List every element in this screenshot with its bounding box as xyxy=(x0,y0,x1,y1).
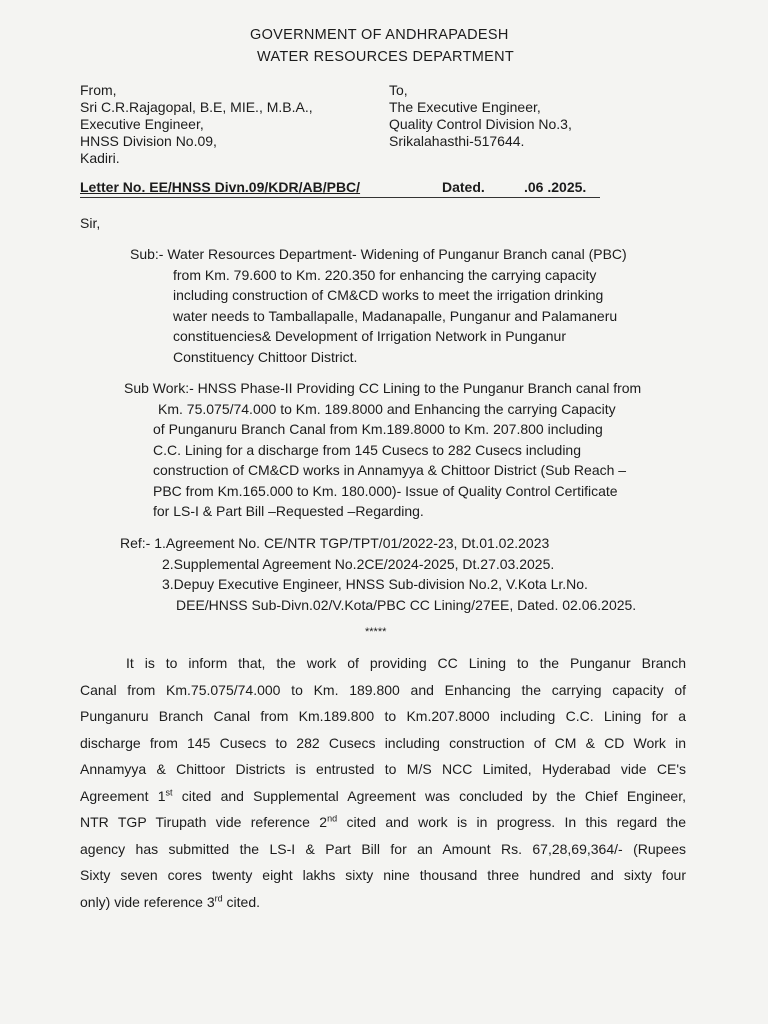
subwork-line: Sub Work:- HNSS Phase-II Providing CC Lining to the Punganur Branch canal from xyxy=(124,380,642,396)
separator-stars: ***** xyxy=(365,626,387,638)
subject-line: constituencies& Development of Irrigation Network in Punganur xyxy=(173,328,566,344)
from-designation: Executive Engineer, xyxy=(80,116,204,132)
subject-block xyxy=(130,244,627,367)
subwork-line: PBC from Km.165.000 to Km. 180.000)- Issue of Quality Control Certificate xyxy=(153,482,618,499)
header-department: WATER RESOURCES DEPARTMENT xyxy=(257,49,515,65)
salutation: Sir, xyxy=(80,215,101,231)
letter-underline xyxy=(80,197,600,198)
to-designation: The Executive Engineer, xyxy=(389,99,541,115)
subject-line: including construction of CM&CD works to meet the irrigation drinking xyxy=(173,287,604,303)
body-line: discharge from 145 Cusecs to 282 Cusecs including construction of CM & CD Work in xyxy=(80,734,686,751)
from-place: Kadiri. xyxy=(80,150,120,166)
body-paragraph xyxy=(80,650,686,915)
body-line xyxy=(80,889,686,916)
reference-line: DEE/HNSS Sub-Divn.02/V.Kota/PBC CC Lining/27EE, Dated. 02.06.2025. xyxy=(176,596,637,613)
body-line xyxy=(80,809,686,836)
dated-value: .06 .2025. xyxy=(524,179,587,195)
subwork-line: C.C. Lining for a discharge from 145 Cusecs to 282 Cusecs including xyxy=(153,441,581,458)
from-block xyxy=(80,82,313,167)
body-line: agency has submitted the LS-I & Part Bill for an Amount Rs. 67,28,69,364/- (Rupees xyxy=(80,840,686,857)
dated-label: Dated. xyxy=(442,179,485,195)
reference-line: 3.Depuy Executive Engineer, HNSS Sub-division No.2, V.Kota Lr.No. xyxy=(162,576,588,592)
subwork-line: construction of CM&CD works in Annamyya & Chittoor District (Sub Reach – xyxy=(153,462,627,478)
from-division: HNSS Division No.09, xyxy=(80,133,217,149)
body-line xyxy=(80,783,686,810)
ordinal-suffix: st xyxy=(165,786,173,797)
to-label: To, xyxy=(389,82,408,98)
subwork-line: for LS-I & Part Bill –Requested –Regarding. xyxy=(153,503,424,519)
letter-number: Letter No. EE/HNSS Divn.09/KDR/AB/PBC/ xyxy=(80,179,361,195)
body-text-fragment: NTR TGP Tirupath vide reference 2 xyxy=(80,814,328,830)
body-text-fragment: cited and work is in progress. In this regard the xyxy=(337,814,686,830)
to-place: Srikalahasthi-517644. xyxy=(389,133,525,149)
to-block xyxy=(389,82,572,150)
body-text-fragment: Agreement 1 xyxy=(80,787,166,804)
reference-line: Ref:- 1.Agreement No. CE/NTR TGP/TPT/01/2022-23, Dt.01.02.2023 xyxy=(120,535,550,551)
body-line: Sixty seven cores twenty eight lakhs sixty nine thousand three hundred and sixty four xyxy=(80,867,686,883)
body-text-fragment: only) vide reference 3 xyxy=(80,893,215,910)
subwork-line: Km. 75.075/74.000 to Km. 189.8000 and Enhancing the carrying Capacity xyxy=(158,400,616,417)
subwork-block xyxy=(124,378,641,522)
to-division: Quality Control Division No.3, xyxy=(389,116,572,132)
body-line: It is to inform that, the work of providing CC Lining to the Punganur Branch xyxy=(126,655,686,671)
from-name: Sri C.R.Rajagopal, B.E, MIE., M.B.A., xyxy=(80,99,313,115)
subject-line: Constituency Chittoor District. xyxy=(173,348,358,365)
body-line: Punganuru Branch Canal from Km.189.800 to Km.207.8000 including C.C. Lining for a xyxy=(80,708,686,724)
header-government: GOVERNMENT OF ANDHRAPADESH xyxy=(250,27,509,43)
body-line: Canal from Km.75.075/74.000 to Km. 189.800 and Enhancing the carrying capacity of xyxy=(80,681,686,698)
from-label: From, xyxy=(80,82,117,98)
subject-line: from Km. 79.600 to Km. 220.350 for enhancing the carrying capacity xyxy=(173,266,597,283)
subject-line: Sub:- Water Resources Department- Widening of Punganur Branch canal (PBC) xyxy=(130,246,627,262)
references-block xyxy=(120,533,636,615)
body-text-fragment: cited. xyxy=(222,893,261,910)
body-text-fragment: cited and Supplemental Agreement was concluded by the Chief Engineer, xyxy=(172,787,686,804)
ordinal-suffix: nd xyxy=(327,813,338,824)
reference-line: 2.Supplemental Agreement No.2CE/2024-2025, Dt.27.03.2025. xyxy=(162,555,555,572)
ordinal-suffix: rd xyxy=(214,892,223,903)
subwork-line: of Punganuru Branch Canal from Km.189.8000 to Km. 207.800 including xyxy=(153,421,603,437)
body-line: Annamyya & Chittoor Districts is entrusted to M/S NCC Limited, Hyderabad vide CE's xyxy=(80,761,686,777)
subject-line: water needs to Tamballapalle, Madanapalle, Punganur and Palamaneru xyxy=(173,307,618,324)
